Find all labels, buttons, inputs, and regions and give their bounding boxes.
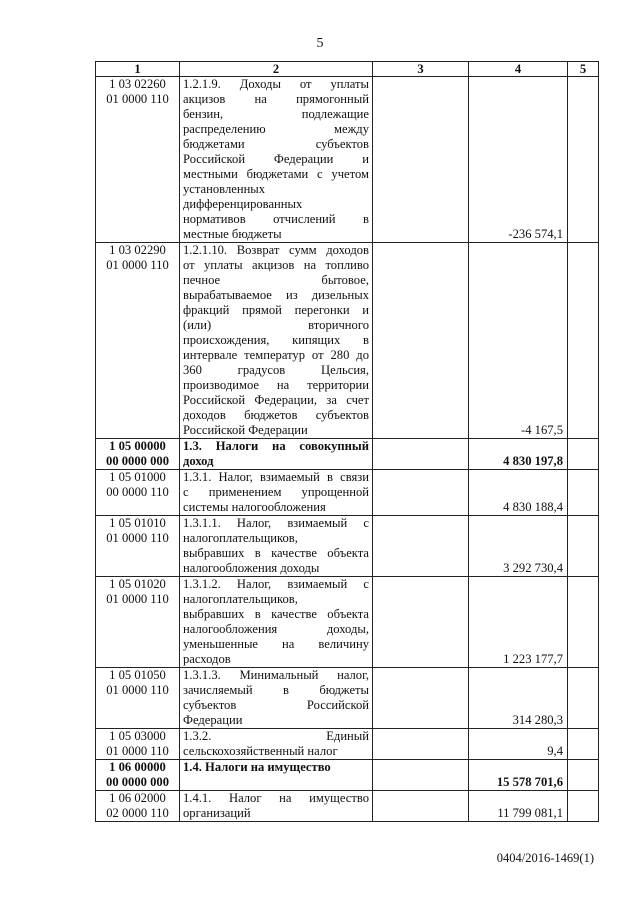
col5-cell	[568, 577, 599, 668]
revenue-name-line: происхождения, кипящих в	[183, 333, 369, 347]
col3-cell	[373, 668, 469, 729]
revenue-name-line: вырабатываемое из дизельных	[183, 288, 369, 302]
budget-code-line: 1 03 02260	[109, 77, 166, 91]
budget-code-line: 1 05 03000	[109, 729, 166, 743]
col5-cell	[568, 760, 599, 791]
revenue-name-line: системы налогообложения	[183, 500, 326, 514]
revenue-name-line: печное бытовое,	[183, 273, 369, 287]
table-row	[96, 760, 599, 791]
budget-code-line: 02 0000 110	[106, 806, 169, 820]
budget-code-line: 01 0000 110	[106, 592, 169, 606]
revenue-name-line: Федерации	[183, 713, 243, 727]
col3-cell	[373, 760, 469, 791]
revenue-name-line: расходов	[183, 652, 231, 666]
revenue-name-cell	[180, 577, 373, 668]
revenue-name-line: 1.4.1. Налог на имущество	[183, 791, 369, 805]
revenue-name-line: субъектов Российской	[183, 698, 369, 712]
table-header-row	[96, 62, 599, 77]
revenue-name-cell	[180, 516, 373, 577]
budget-code-line: 01 0000 110	[106, 531, 169, 545]
header-col-4: 4	[469, 62, 568, 77]
budget-code-line: 01 0000 110	[106, 258, 169, 272]
budget-code-line: 1 06 00000	[109, 760, 166, 774]
budget-code-line: 00 0000 110	[106, 485, 169, 499]
revenue-name-line: местные бюджеты	[183, 227, 282, 241]
col5-cell	[568, 729, 599, 760]
revenue-name-line: от уплаты акцизов на топливо	[183, 258, 369, 272]
revenue-name-line: налогообложения доходы,	[183, 622, 369, 636]
amount-cell: 1 223 177,7	[469, 577, 568, 668]
table-row	[96, 516, 599, 577]
revenue-name-line: 1.3.1.2. Налог, взимаемый с	[183, 577, 369, 591]
revenue-name-line: 1.3. Налоги на совокупный	[183, 439, 369, 453]
budget-code-cell	[96, 439, 180, 470]
budget-code-line: 01 0000 110	[106, 683, 169, 697]
revenue-name-line: доходов бюджетов субъектов	[183, 408, 369, 422]
col3-cell	[373, 243, 469, 439]
budget-code-line: 1 06 02000	[109, 791, 166, 805]
budget-code-cell	[96, 77, 180, 243]
col5-cell	[568, 791, 599, 822]
amount-cell: 11 799 081,1	[469, 791, 568, 822]
budget-code-cell	[96, 791, 180, 822]
revenue-name-line: 1.4. Налоги на имущество	[183, 760, 331, 774]
revenue-name-line: организаций	[183, 806, 251, 820]
amount-cell: 15 578 701,6	[469, 760, 568, 791]
col3-cell	[373, 516, 469, 577]
budget-code-line: 1 05 01000	[109, 470, 166, 484]
document-reference: 0404/2016-1469(1)	[496, 851, 594, 865]
revenue-name-line: Российской Федерации	[183, 423, 308, 437]
revenue-name-line: выбравших в качестве объекта	[183, 607, 369, 621]
budget-code-line: 01 0000 110	[106, 744, 169, 758]
revenue-name-line: нормативов отчислений в	[183, 212, 369, 226]
revenue-name-cell	[180, 77, 373, 243]
revenue-name-line: местными бюджетами с учетом	[183, 167, 369, 181]
revenue-name-line: производимое на территории	[183, 378, 369, 392]
revenue-name-cell	[180, 243, 373, 439]
amount-cell: 3 292 730,4	[469, 516, 568, 577]
revenue-name-line: налогообложения доходы	[183, 561, 320, 575]
revenue-name-line: сельскохозяйственный налог	[183, 744, 338, 758]
revenue-name-line: акцизов на прямогонный	[183, 92, 369, 106]
budget-code-cell	[96, 243, 180, 439]
revenue-name-line: дифференцированных	[183, 197, 303, 211]
amount-cell: 4 830 197,8	[469, 439, 568, 470]
revenue-name-line: 1.2.1.10. Возврат сумм доходов	[183, 243, 369, 257]
header-col-1: 1	[96, 62, 180, 77]
table-row	[96, 470, 599, 516]
col3-cell	[373, 470, 469, 516]
budget-code-line: 1 05 01050	[109, 668, 166, 682]
revenue-name-line: фракций прямой перегонки и	[183, 303, 369, 317]
col5-cell	[568, 439, 599, 470]
page-number: 5	[316, 36, 324, 51]
revenue-name-line: доход	[183, 454, 214, 468]
col3-cell	[373, 729, 469, 760]
revenue-name-line: бюджетами субъектов	[183, 137, 369, 151]
revenue-name-line: уменьшенные на величину	[183, 637, 369, 651]
revenue-name-cell	[180, 760, 373, 791]
budget-code-line: 00 0000 000	[106, 454, 169, 468]
budget-code-cell	[96, 729, 180, 760]
amount-cell: 314 280,3	[469, 668, 568, 729]
budget-code-cell	[96, 516, 180, 577]
table-row	[96, 791, 599, 822]
revenue-name-cell	[180, 668, 373, 729]
revenue-name-line: распределению между	[183, 122, 369, 136]
budget-code-cell	[96, 668, 180, 729]
revenue-name-line: налогоплательщиков,	[183, 531, 298, 545]
revenue-name-cell	[180, 470, 373, 516]
revenue-name-line: интервале температур от 280 до	[183, 348, 369, 362]
revenue-name-line: выбравших в качестве объекта	[183, 546, 369, 560]
budget-code-line: 1 03 02290	[109, 243, 166, 257]
budget-code-cell	[96, 470, 180, 516]
revenue-table	[95, 61, 599, 822]
revenue-name-line: зачисляемый в бюджеты	[183, 683, 369, 697]
header-col-3: 3	[373, 62, 469, 77]
revenue-name-line: 1.3.2. Единый	[183, 729, 369, 743]
revenue-name-line: Российской Федерации, за счет	[183, 393, 369, 407]
amount-cell: 4 830 188,4	[469, 470, 568, 516]
budget-code-line: 00 0000 000	[106, 775, 169, 789]
amount-cell: -4 167,5	[469, 243, 568, 439]
revenue-name-cell	[180, 791, 373, 822]
revenue-name-line: установленных	[183, 182, 266, 196]
amount-cell: -236 574,1	[469, 77, 568, 243]
header-col-5: 5	[568, 62, 599, 77]
col3-cell	[373, 77, 469, 243]
budget-code-cell	[96, 577, 180, 668]
col5-cell	[568, 470, 599, 516]
revenue-name-line: бензин, подлежащие	[183, 107, 369, 121]
budget-code-line: 1 05 00000	[109, 439, 166, 453]
revenue-name-line: 1.2.1.9. Доходы от уплаты	[183, 77, 369, 91]
revenue-name-line: налогоплательщиков,	[183, 592, 298, 606]
revenue-name-line: с применением упрощенной	[183, 485, 369, 499]
budget-code-line: 1 05 01020	[109, 577, 166, 591]
revenue-name-cell	[180, 729, 373, 760]
table-row	[96, 439, 599, 470]
revenue-name-cell	[180, 439, 373, 470]
col5-cell	[568, 243, 599, 439]
amount-cell: 9,4	[469, 729, 568, 760]
table-row	[96, 77, 599, 243]
col3-cell	[373, 791, 469, 822]
revenue-name-line: 1.3.1.1. Налог, взимаемый с	[183, 516, 369, 530]
table-row	[96, 668, 599, 729]
col5-cell	[568, 668, 599, 729]
col5-cell	[568, 516, 599, 577]
table-row	[96, 729, 599, 760]
table-row	[96, 577, 599, 668]
revenue-name-line: 360 градусов Цельсия,	[183, 363, 369, 377]
budget-code-line: 01 0000 110	[106, 92, 169, 106]
revenue-name-line: Российской Федерации и	[183, 152, 369, 166]
revenue-name-line: (или) вторичного	[183, 318, 369, 332]
header-col-2: 2	[180, 62, 373, 77]
col3-cell	[373, 577, 469, 668]
col5-cell	[568, 77, 599, 243]
col3-cell	[373, 439, 469, 470]
budget-code-line: 1 05 01010	[109, 516, 166, 530]
budget-code-cell	[96, 760, 180, 791]
revenue-name-line: 1.3.1.3. Минимальный налог,	[183, 668, 369, 682]
revenue-name-line: 1.3.1. Налог, взимаемый в связи	[183, 470, 369, 484]
table-row	[96, 243, 599, 439]
